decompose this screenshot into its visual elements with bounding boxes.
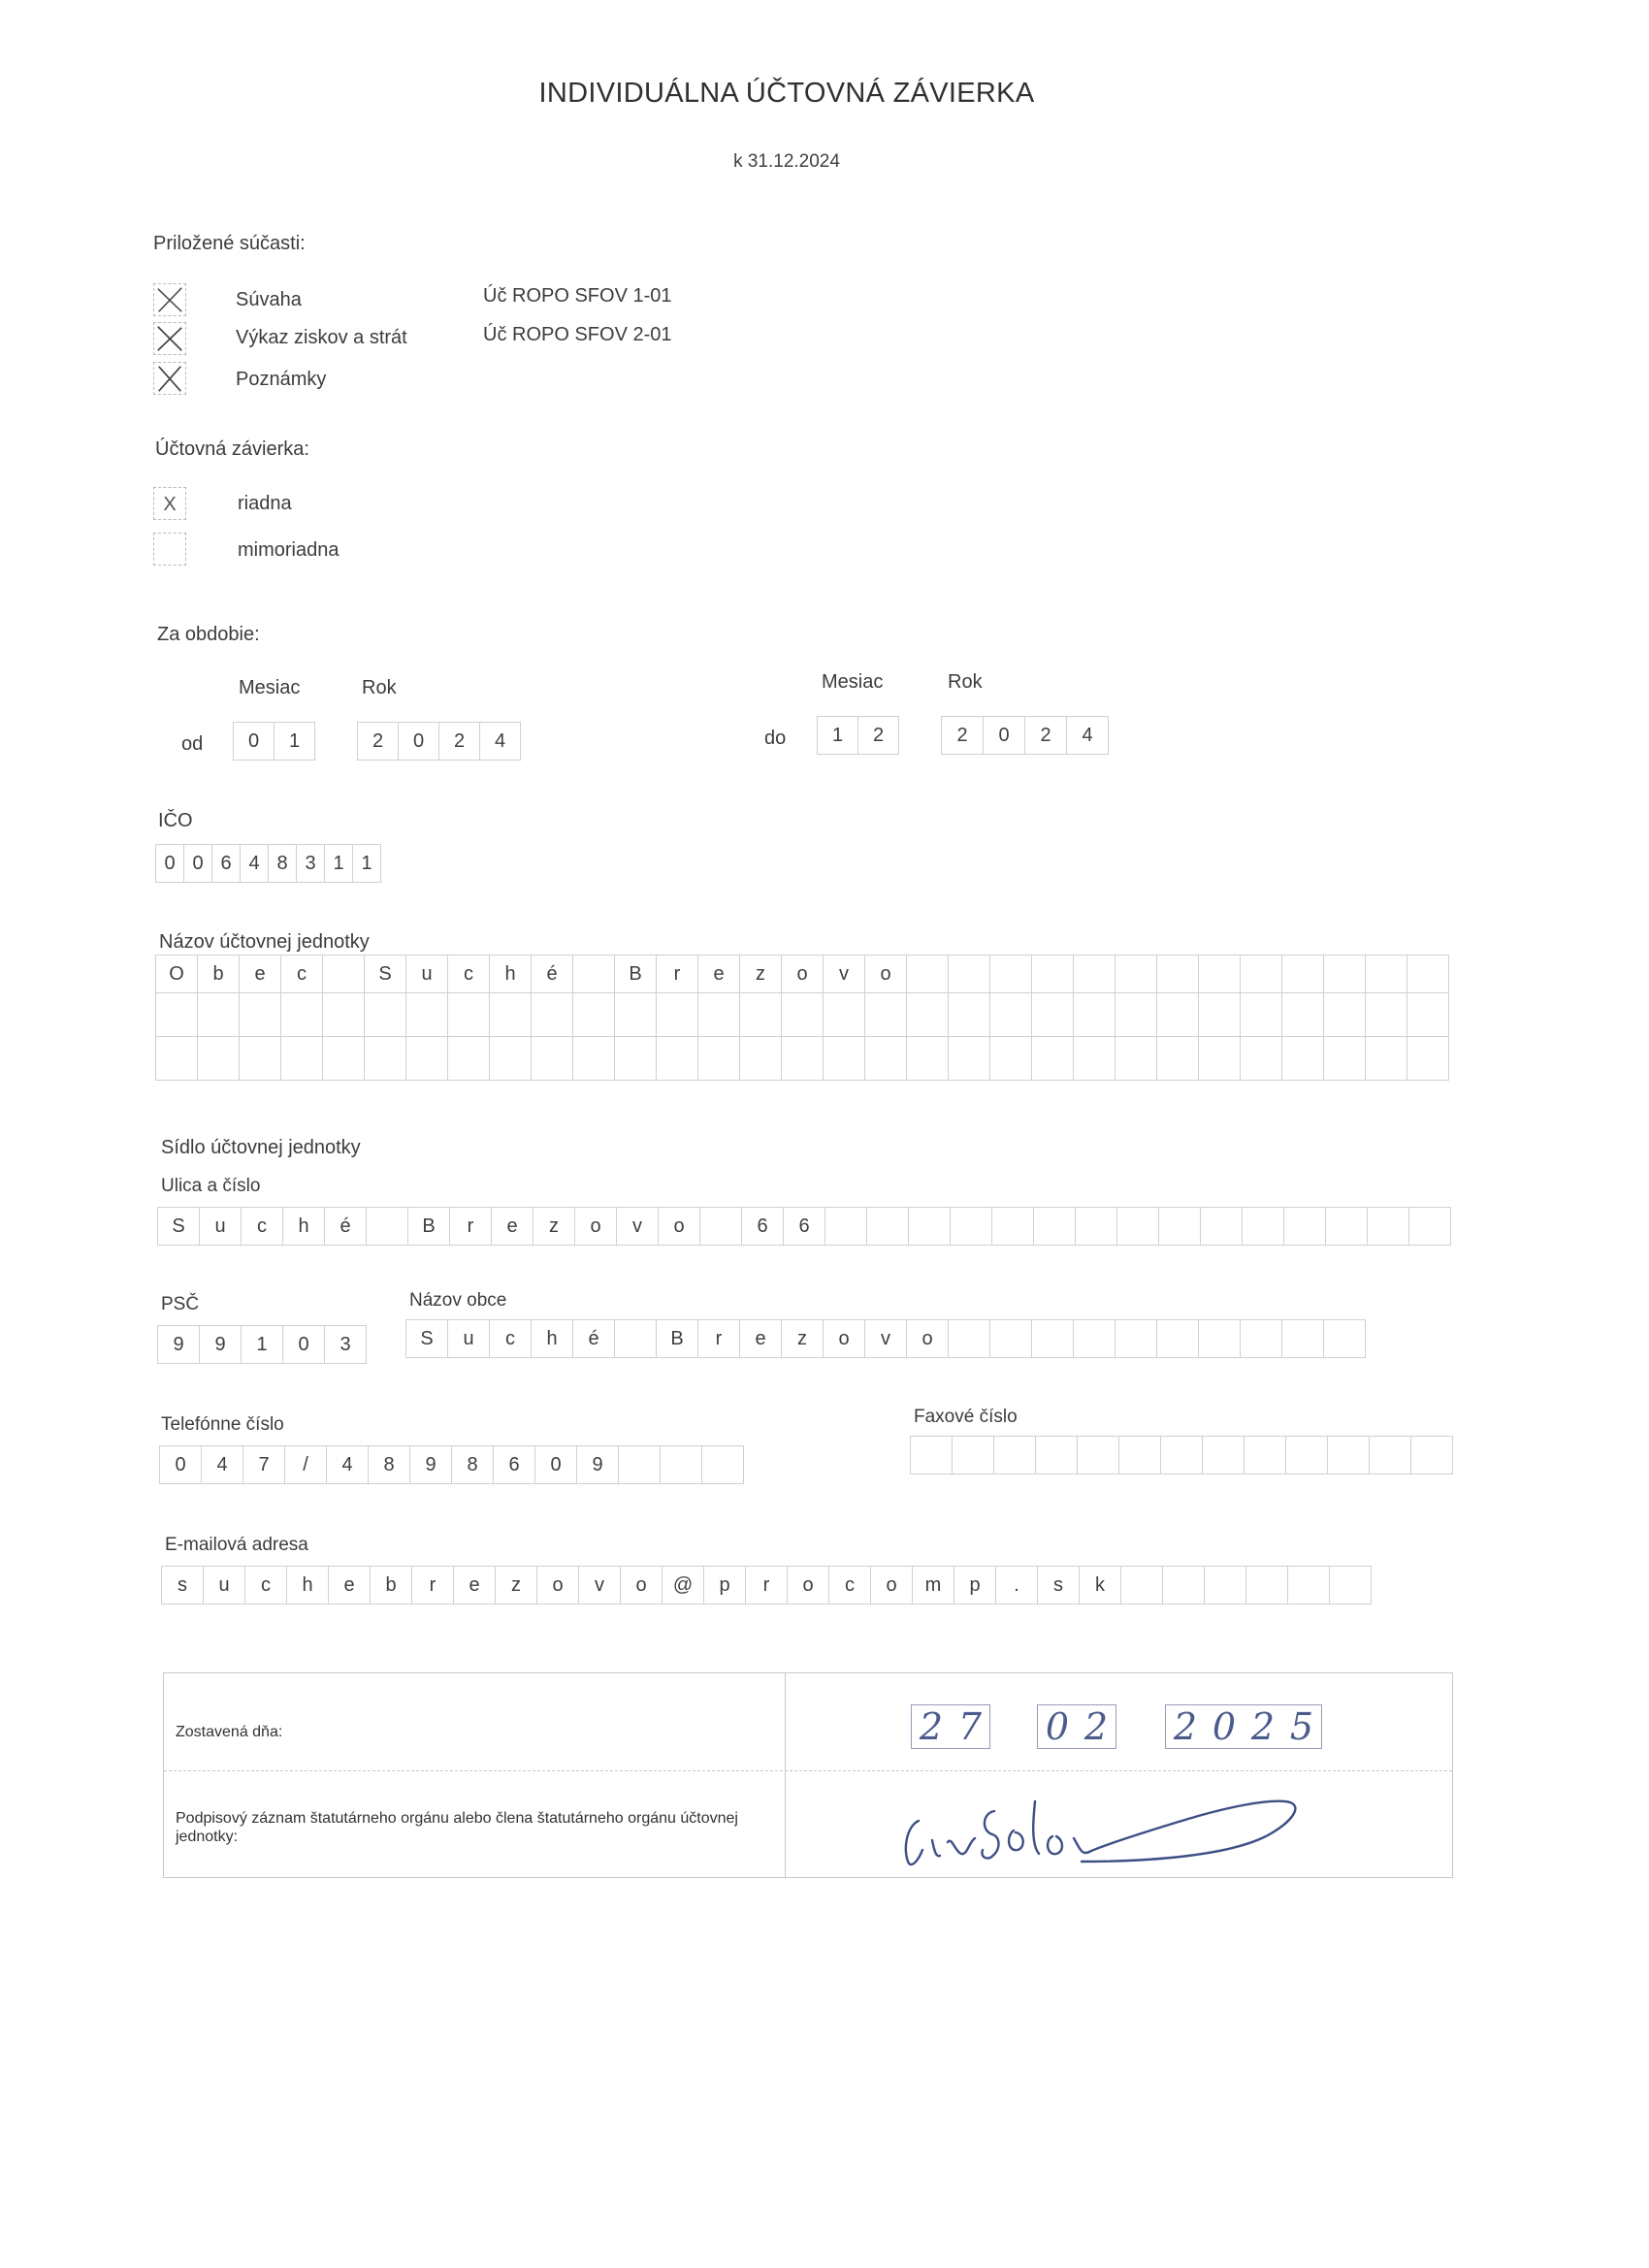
signature [897,1782,1402,1869]
digit-cell: 9 [577,1446,619,1483]
char-cell: o [865,956,907,992]
digit-cell: 8 [452,1446,494,1483]
char-cell [1032,956,1074,992]
attachment-checkbox-poznamky[interactable] [153,362,186,395]
digit-cell: 3 [297,845,325,882]
digit-cell: 1 [242,1326,283,1363]
char-cell: e [492,1208,534,1245]
psc-field[interactable] [157,1325,367,1364]
char-cell: s [162,1567,204,1604]
char-cell: c [242,1208,283,1245]
checkbox-mark: X [163,494,177,515]
char-cell: u [448,1320,490,1357]
digit-cell: 0 [160,1446,202,1483]
char-cell [1324,956,1366,992]
fax-field[interactable] [910,1436,1453,1474]
digit-cell: 2 [1025,717,1067,754]
entity-name-row-1 [155,955,1449,993]
char-cell: h [532,1320,573,1357]
digit-cell: 0 [535,1446,577,1483]
char-cell: B [408,1208,450,1245]
period-heading: Za obdobie: [157,624,260,645]
digit-cell: 9 [158,1326,200,1363]
char-cell: S [158,1208,200,1245]
char-cell: c [448,956,490,992]
char-cell: h [287,1567,329,1604]
period-to-month-label: Mesiac [822,671,884,693]
digit-cell: 8 [369,1446,410,1483]
char-cell: r [746,1567,788,1604]
char-cell: é [573,1320,615,1357]
street-label: Ulica a číslo [161,1176,261,1196]
digit-cell: 3 [325,1326,367,1363]
char-cell: o [621,1567,663,1604]
char-cell: o [575,1208,617,1245]
char-cell: h [283,1208,325,1245]
digit-cell: 4 [241,845,269,882]
char-cell [323,956,365,992]
char-cell [1199,956,1241,992]
handwritten-digit: 2 [1083,1705,1109,1748]
char-cell: r [450,1208,492,1245]
digit-cell: 6 [212,845,241,882]
document-title: INDIVIDUÁLNA ÚČTOVNÁ ZÁVIERKA [538,78,1035,109]
char-cell [1366,956,1407,992]
digit-cell: 9 [200,1326,242,1363]
char-cell: v [579,1567,621,1604]
char-cell: z [534,1208,575,1245]
char-cell: é [532,956,573,992]
compiled-date-label: Zostavená dňa: [176,1724,283,1740]
digit-cell: 4 [327,1446,369,1483]
signature-table [163,1672,1453,1878]
char-cell: u [406,956,448,992]
attachment-checkbox-suvaha[interactable] [153,283,186,316]
compiled-year-field[interactable] [1165,1704,1322,1749]
char-cell: c [829,1567,871,1604]
char-cell: c [281,956,323,992]
entity-name-field[interactable] [155,955,1449,1081]
char-cell: r [657,956,698,992]
digit-cell: 1 [325,845,353,882]
char-cell [615,1320,657,1357]
char-cell [949,956,990,992]
char-cell: e [740,1320,782,1357]
phone-field[interactable] [159,1445,744,1484]
entity-name-label: Názov účtovnej jednotky [159,931,370,953]
char-cell: k [1080,1567,1121,1604]
digit-cell: 0 [399,723,439,760]
address-heading: Sídlo účtovnej jednotky [161,1137,361,1158]
char-cell: r [412,1567,454,1604]
email-field[interactable] [161,1566,1372,1604]
char-cell: z [782,1320,824,1357]
attachment-label-suvaha: Súvaha [236,289,302,310]
entity-name-row-3 [155,1037,1449,1081]
city-label: Názov obce [409,1290,507,1311]
handwritten-digit: 0 [1045,1705,1070,1748]
attachments-heading: Priložené súčasti: [153,233,306,254]
ico-field[interactable] [155,844,381,883]
cross-mark-icon [154,363,185,394]
char-cell: b [198,956,240,992]
period-from-label: od [181,733,204,755]
signature-table-labels [164,1673,786,1877]
char-cell: p [954,1567,996,1604]
char-cell: o [907,1320,949,1357]
compiled-month-field[interactable] [1037,1704,1116,1749]
char-cell: 6 [784,1208,825,1245]
char-cell [1157,956,1199,992]
char-cell: m [913,1567,954,1604]
char-cell: u [204,1567,245,1604]
statement-type-label-riadna: riadna [238,493,292,514]
char-cell: e [240,956,281,992]
handwritten-digit: 2 [919,1705,944,1748]
period-from-month-field[interactable] [233,722,315,761]
digit-cell: 0 [184,845,212,882]
char-cell [700,1208,742,1245]
period-to-month-field[interactable] [817,716,899,755]
char-cell [907,956,949,992]
cross-mark-icon [154,323,185,354]
char-cell: e [329,1567,371,1604]
char-cell: O [156,956,198,992]
digit-cell: 0 [984,717,1025,754]
street-field[interactable] [157,1207,1451,1246]
digit-cell: 0 [283,1326,325,1363]
char-cell: c [490,1320,532,1357]
digit-cell: / [285,1446,327,1483]
attachment-label-poznamky: Poznámky [236,369,327,390]
attachment-checkbox-vykaz[interactable] [153,322,186,355]
digit-cell: 2 [358,723,399,760]
char-cell: o [659,1208,700,1245]
document-date: k 31.12.2024 [733,151,840,172]
digit-cell: 0 [156,845,184,882]
char-cell: B [615,956,657,992]
char-cell: z [496,1567,537,1604]
statement-type-heading: Účtovná závierka: [155,438,309,460]
char-cell [1116,956,1157,992]
digit-cell: 9 [410,1446,452,1483]
char-cell [1241,956,1282,992]
statement-type-checkbox-riadna[interactable] [153,487,186,520]
char-cell [990,956,1032,992]
char-cell: b [371,1567,412,1604]
city-field[interactable] [405,1319,1366,1358]
char-cell: 6 [742,1208,784,1245]
handwritten-digit: 7 [957,1705,983,1748]
char-cell: e [454,1567,496,1604]
char-cell: B [657,1320,698,1357]
digit-cell: 4 [480,723,521,760]
char-cell [367,1208,408,1245]
digit-cell: 0 [234,723,275,760]
handwritten-digit: 0 [1212,1705,1237,1748]
digit-cell: 7 [243,1446,285,1483]
period-from-month-label: Mesiac [239,677,301,698]
period-to-year-label: Rok [948,671,983,693]
compiled-day-field[interactable] [911,1704,990,1749]
char-cell: e [698,956,740,992]
handwritten-digit: 2 [1250,1705,1276,1748]
digit-cell: 1 [353,845,381,882]
char-cell: v [824,956,865,992]
char-cell: v [865,1320,907,1357]
char-cell [1282,956,1324,992]
entity-name-row-2 [155,993,1449,1037]
char-cell: . [996,1567,1038,1604]
char-cell: v [617,1208,659,1245]
char-cell [573,956,615,992]
statement-type-checkbox-mimoriadna[interactable] [153,533,186,566]
char-cell: o [871,1567,913,1604]
period-from-year-field[interactable] [357,722,521,761]
attachment-label-vykaz: Výkaz ziskov a strát [236,327,407,348]
phone-label: Telefónne číslo [161,1414,284,1435]
char-cell: z [740,956,782,992]
psc-label: PSČ [161,1294,200,1314]
char-cell: o [537,1567,579,1604]
digit-cell: 4 [1067,717,1109,754]
period-to-year-field[interactable] [941,716,1109,755]
char-cell: é [325,1208,367,1245]
signature-table-divider [164,1770,1452,1771]
digit-cell: 4 [202,1446,243,1483]
signature-label: Podpisový záznam štatutárneho orgánu alebo člena štatutárneho orgánu účtovnej jednotky: [176,1810,738,1845]
fax-label: Faxové číslo [914,1407,1018,1427]
attachment-code-suvaha: Úč ROPO SFOV 1-01 [483,285,672,307]
char-cell: p [704,1567,746,1604]
ico-label: IČO [158,810,193,831]
digit-cell: 2 [439,723,480,760]
email-label: E-mailová adresa [165,1535,308,1555]
char-cell: r [698,1320,740,1357]
digit-cell: 6 [494,1446,535,1483]
char-cell: u [200,1208,242,1245]
char-cell: S [406,1320,448,1357]
char-cell [1407,956,1449,992]
cross-mark-icon [154,284,185,315]
char-cell [1074,956,1116,992]
handwritten-digit: 5 [1289,1705,1314,1748]
char-cell: o [788,1567,829,1604]
char-cell: o [782,956,824,992]
digit-cell: 1 [818,717,858,754]
digit-cell: 2 [858,717,899,754]
char-cell: s [1038,1567,1080,1604]
signature-image [897,1782,1402,1869]
digit-cell: 1 [275,723,315,760]
handwritten-digit: 2 [1173,1705,1198,1748]
char-cell: c [245,1567,287,1604]
period-to-label: do [764,728,787,749]
attachment-code-vykaz: Úč ROPO SFOV 2-01 [483,324,672,345]
digit-cell: 8 [269,845,297,882]
char-cell: o [824,1320,865,1357]
char-cell: @ [663,1567,704,1604]
digit-cell: 2 [942,717,984,754]
period-from-year-label: Rok [362,677,397,698]
statement-type-label-mimoriadna: mimoriadna [238,539,340,561]
char-cell: h [490,956,532,992]
char-cell: S [365,956,406,992]
